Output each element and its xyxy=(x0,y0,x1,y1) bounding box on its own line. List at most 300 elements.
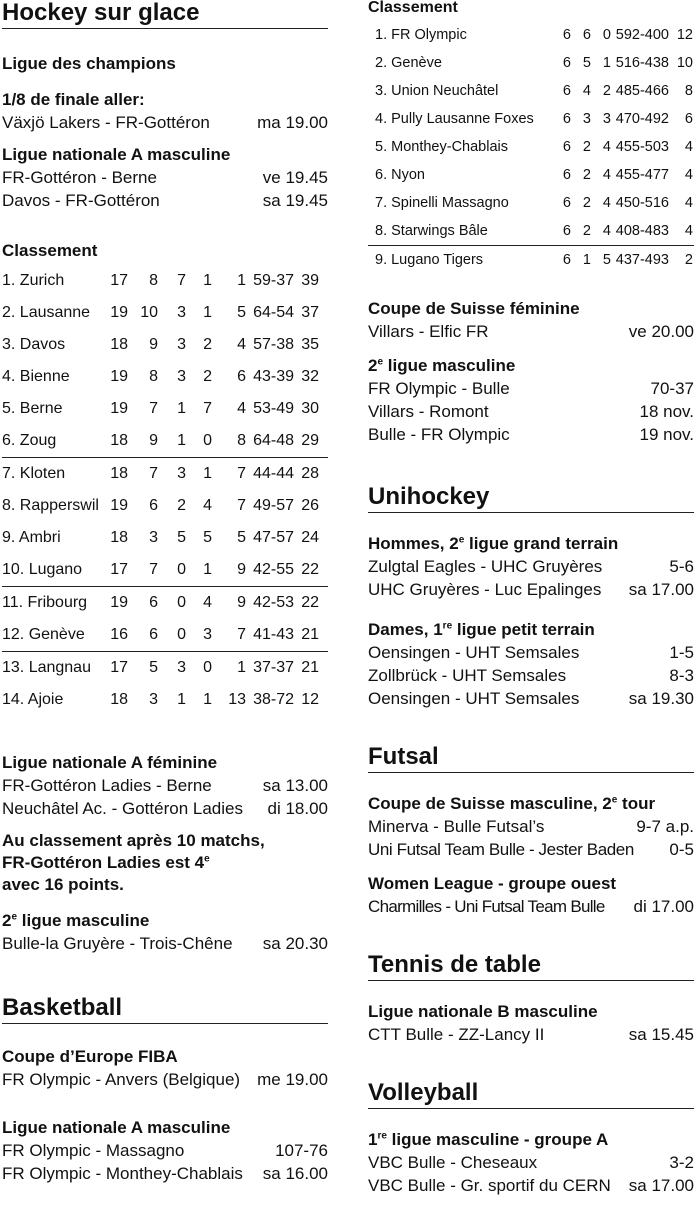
fixture-row xyxy=(368,400,694,423)
fixture-time: 0-5 xyxy=(669,840,694,859)
standings-row xyxy=(2,297,328,329)
standings-row xyxy=(2,619,328,651)
fixture-row xyxy=(368,687,694,710)
standings-cell-b: 1 xyxy=(177,400,186,417)
hockey-standings-table xyxy=(2,265,328,716)
standings-cell-pts: 12 xyxy=(301,691,319,708)
standings-cell-goals: 64-54 xyxy=(253,304,294,321)
standings-cell-b: 1 xyxy=(177,432,186,449)
title-part: Hommes, 2 xyxy=(368,534,459,553)
standings-cell-gp: 6 xyxy=(562,27,571,43)
fixture-row xyxy=(2,774,328,797)
standings-cell-d: 9 xyxy=(237,561,246,578)
standings-cell-goals: 53-49 xyxy=(253,400,294,417)
fixture-time: sa 13.00 xyxy=(262,776,328,795)
fixture-time: 1-5 xyxy=(669,643,694,662)
fixture-row xyxy=(368,664,694,687)
standings-cell-goals: 470-492 xyxy=(615,111,669,127)
standings-cell-a: 7 xyxy=(149,561,158,578)
standings-cell-l: 4 xyxy=(602,139,611,155)
standings-team: 8. Starwings Bâle xyxy=(375,223,488,239)
standings-cell-b: 0 xyxy=(177,594,186,611)
fixture-time: sa 15.45 xyxy=(628,1025,694,1044)
standings-cell-gp: 17 xyxy=(110,659,128,676)
standings-cell-c: 5 xyxy=(203,529,212,546)
title-part: 1 xyxy=(368,1130,378,1149)
standings-row xyxy=(368,245,694,274)
standings-cell-w: 2 xyxy=(582,223,591,239)
standings-cell-gp: 17 xyxy=(110,272,128,289)
standings-cell-c: 1 xyxy=(203,561,212,578)
superscript: re xyxy=(377,1130,387,1142)
standings-team: 9. Lugano Tigers xyxy=(375,252,484,268)
standings-cell-pts: 24 xyxy=(301,529,319,546)
title-part: ligue grand terrain xyxy=(464,534,619,553)
standings-cell-gp: 6 xyxy=(562,195,571,211)
fixture-match: UHC Gruyères - Luc Epalinges xyxy=(368,580,602,599)
fixture-time: sa 19.30 xyxy=(628,689,694,708)
standings-cell-pts: 8 xyxy=(684,83,693,99)
standings-cell-pts: 4 xyxy=(684,223,693,239)
standings-team: 8. Rapperswil xyxy=(2,497,99,514)
fixture-row xyxy=(368,377,694,400)
standings-cell-w: 2 xyxy=(582,167,591,183)
standings-cell-b: 7 xyxy=(177,272,186,289)
fixture-match: Zollbrück - UHT Semsales xyxy=(368,666,567,685)
standings-cell-pts: 2 xyxy=(684,252,693,268)
standings-cell-pts: 28 xyxy=(301,465,319,482)
standings-cell-pts: 35 xyxy=(301,336,319,353)
standings-cell-goals: 42-55 xyxy=(253,561,294,578)
standings-cell-gp: 6 xyxy=(562,111,571,127)
fixture-time: ve 19.45 xyxy=(262,168,328,187)
standings-cell-l: 5 xyxy=(602,252,611,268)
standings-cell-c: 4 xyxy=(203,594,212,611)
standings-cell-d: 9 xyxy=(237,594,246,611)
right-column xyxy=(368,0,694,1197)
standings-cell-a: 6 xyxy=(149,594,158,611)
fixture-match: Bulle - FR Olympic xyxy=(368,425,510,444)
title-part: Coupe de Suisse masculine, 2 xyxy=(368,794,612,813)
standings-team: 10. Lugano xyxy=(2,561,83,578)
standings-cell-d: 7 xyxy=(237,497,246,514)
competition-title xyxy=(368,355,694,377)
standings-cell-gp: 6 xyxy=(562,139,571,155)
standings-cell-w: 6 xyxy=(582,27,591,43)
standings-cell-goals: 37-37 xyxy=(253,659,294,676)
standings-cell-pts: 26 xyxy=(301,497,319,514)
note-line xyxy=(2,852,328,874)
standings-cell-pts: 39 xyxy=(301,272,319,289)
standings-row xyxy=(368,105,694,133)
section-title-hockey: Hockey sur glace xyxy=(2,0,328,29)
standings-cell-gp: 18 xyxy=(110,529,128,546)
standings-cell-d: 5 xyxy=(237,304,246,321)
standings-cell-c: 7 xyxy=(203,400,212,417)
competition-title: Women League - groupe ouest xyxy=(368,874,617,893)
standings-cell-d: 1 xyxy=(237,659,246,676)
standings-row xyxy=(2,265,328,297)
standings-cell-c: 1 xyxy=(203,304,212,321)
superscript: e xyxy=(204,853,210,865)
standings-cell-l: 4 xyxy=(602,195,611,211)
standings-cell-goals: 64-48 xyxy=(253,432,294,449)
standings-row xyxy=(368,77,694,105)
standings-cell-w: 2 xyxy=(582,195,591,211)
fixture-time: ve 20.00 xyxy=(628,322,694,341)
standings-cell-gp: 18 xyxy=(110,691,128,708)
fixture-row xyxy=(368,423,694,446)
standings-cell-d: 7 xyxy=(237,465,246,482)
standings-team: 5. Berne xyxy=(2,400,63,417)
standings-cell-l: 0 xyxy=(602,27,611,43)
standings-title: Classement xyxy=(2,241,98,260)
standings-cell-gp: 18 xyxy=(110,432,128,449)
standings-cell-b: 3 xyxy=(177,465,186,482)
standings-cell-c: 2 xyxy=(203,336,212,353)
fixture-time: 3-2 xyxy=(669,1153,694,1172)
standings-team: 3. Davos xyxy=(2,336,66,353)
standings-cell-l: 4 xyxy=(602,167,611,183)
fixture-match: FR-Gottéron - Berne xyxy=(2,168,157,187)
competition-title xyxy=(368,619,694,641)
competition-title: Ligue nationale B masculine xyxy=(368,1002,598,1021)
standings-cell-b: 2 xyxy=(177,497,186,514)
standings-cell-gp: 19 xyxy=(110,368,128,385)
standings-cell-w: 2 xyxy=(582,139,591,155)
fixture-match: FR Olympic - Massagno xyxy=(2,1141,185,1160)
standings-team: 11. Fribourg xyxy=(2,594,88,611)
standings-cell-gp: 18 xyxy=(110,336,128,353)
standings-cell-pts: 22 xyxy=(301,561,319,578)
standings-cell-w: 1 xyxy=(582,252,591,268)
standings-cell-c: 1 xyxy=(203,691,212,708)
fixture-match: Zulgtal Eagles - UHC Gruyères xyxy=(368,557,603,576)
section-title-volleyball: Volleyball xyxy=(368,1080,694,1109)
fixture-time: sa 19.45 xyxy=(262,191,328,210)
fixture-row xyxy=(2,1139,328,1162)
note-line: avec 16 points. xyxy=(2,875,124,894)
standings-cell-b: 5 xyxy=(177,529,186,546)
fixture-row xyxy=(2,166,328,189)
standings-cell-goals: 59-37 xyxy=(253,272,294,289)
standings-team: 2. Lausanne xyxy=(2,304,91,321)
standings-cell-w: 3 xyxy=(582,111,591,127)
standings-cell-d: 4 xyxy=(237,400,246,417)
title-part: Dames, 1 xyxy=(368,620,443,639)
standings-cell-pts: 12 xyxy=(676,27,693,43)
fixture-match: Minerva - Bulle Futsal’s xyxy=(368,817,545,836)
competition-title: Coupe de Suisse féminine xyxy=(368,299,580,318)
standings-cell-goals: 41-43 xyxy=(253,626,294,643)
fixture-row xyxy=(368,641,694,664)
fixture-time: sa 17.00 xyxy=(628,580,694,599)
competition-title xyxy=(368,533,694,555)
standings-cell-goals: 455-477 xyxy=(615,167,669,183)
standings-team: 13. Langnau xyxy=(2,659,91,676)
standings-cell-pts: 10 xyxy=(676,55,693,71)
standings-cell-c: 4 xyxy=(203,497,212,514)
fixture-row xyxy=(368,838,694,861)
competition-title: Coupe d’Europe FIBA xyxy=(2,1047,178,1066)
fixture-time: di 17.00 xyxy=(633,897,694,916)
standings-cell-gp: 6 xyxy=(562,83,571,99)
standings-cell-l: 4 xyxy=(602,223,611,239)
competition-title: Ligue nationale A masculine xyxy=(2,1118,231,1137)
fixture-match: VBC Bulle - Cheseaux xyxy=(368,1153,538,1172)
standings-cell-goals: 43-39 xyxy=(253,368,294,385)
standings-row xyxy=(2,554,328,586)
standings-cell-a: 9 xyxy=(149,336,158,353)
fixture-match: Neuchâtel Ac. - Gottéron Ladies xyxy=(2,799,243,818)
standings-row xyxy=(2,651,328,684)
standings-cell-pts: 4 xyxy=(684,195,693,211)
fixture-row xyxy=(2,111,328,134)
standings-cell-b: 3 xyxy=(177,659,186,676)
fixture-match: Oensingen - UHT Semsales xyxy=(368,689,580,708)
fixture-time: 19 nov. xyxy=(639,425,694,444)
standings-cell-l: 1 xyxy=(602,55,611,71)
standings-row xyxy=(368,217,694,245)
section-title-basketball: Basketball xyxy=(2,995,328,1024)
standings-team: 2. Genève xyxy=(375,55,442,71)
standings-cell-b: 3 xyxy=(177,336,186,353)
fixture-row xyxy=(368,815,694,838)
standings-cell-a: 10 xyxy=(140,304,158,321)
standings-team: 1. FR Olympic xyxy=(375,27,467,43)
fixture-time: sa 17.00 xyxy=(628,1176,694,1195)
standings-cell-pts: 21 xyxy=(301,659,319,676)
superscript: re xyxy=(442,620,453,632)
fixture-match: FR Olympic - Anvers (Belgique) xyxy=(2,1070,241,1089)
fixture-time: 9-7 a.p. xyxy=(636,817,694,836)
standings-cell-w: 5 xyxy=(582,55,591,71)
standings-row xyxy=(2,393,328,425)
fixture-row xyxy=(368,1023,694,1046)
standings-row xyxy=(2,329,328,361)
standings-row xyxy=(2,586,328,619)
standings-cell-b: 3 xyxy=(177,368,186,385)
standings-cell-gp: 6 xyxy=(562,252,571,268)
standings-cell-l: 3 xyxy=(602,111,611,127)
superscript: e xyxy=(377,356,384,368)
fixture-match: FR Olympic - Bulle xyxy=(368,379,510,398)
competition-title xyxy=(2,910,328,932)
standings-cell-goals: 455-503 xyxy=(615,139,669,155)
standings-row xyxy=(2,457,328,490)
standings-cell-d: 4 xyxy=(237,336,246,353)
fixture-row xyxy=(2,189,328,212)
standings-cell-c: 1 xyxy=(203,272,212,289)
standings-note xyxy=(2,830,328,896)
standings-row xyxy=(2,684,328,716)
standings-cell-pts: 37 xyxy=(301,304,319,321)
standings-cell-gp: 17 xyxy=(110,561,128,578)
standings-team: 6. Nyon xyxy=(375,167,425,183)
standings-cell-goals: 49-57 xyxy=(253,497,294,514)
standings-title: Classement xyxy=(368,0,458,16)
standings-cell-gp: 18 xyxy=(110,465,128,482)
superscript: e xyxy=(11,911,18,923)
standings-cell-w: 4 xyxy=(582,83,591,99)
standings-row xyxy=(368,161,694,189)
fixture-match: Charmilles - Uni Futsal Team Bulle xyxy=(368,897,605,916)
fixture-match: Oensingen - UHT Semsales xyxy=(368,643,580,662)
standings-cell-goals: 450-516 xyxy=(615,195,669,211)
standings-cell-d: 6 xyxy=(237,368,246,385)
superscript: e xyxy=(611,794,618,806)
standings-cell-l: 2 xyxy=(602,83,611,99)
standings-cell-goals: 408-483 xyxy=(615,223,669,239)
fixture-match: VBC Bulle - Gr. sportif du CERN xyxy=(368,1176,611,1195)
standings-row xyxy=(2,490,328,522)
fixture-time: 5-6 xyxy=(669,557,694,576)
fixture-time: sa 20.30 xyxy=(262,934,328,953)
left-column xyxy=(2,0,328,1185)
standings-cell-a: 8 xyxy=(149,272,158,289)
standings-cell-goals: 592-400 xyxy=(615,27,669,43)
standings-cell-a: 7 xyxy=(149,400,158,417)
standings-cell-a: 6 xyxy=(149,497,158,514)
fixture-row xyxy=(368,320,694,343)
fixture-row xyxy=(368,1151,694,1174)
standings-cell-gp: 6 xyxy=(562,55,571,71)
note-line: Au classement après 10 matchs, xyxy=(2,831,265,850)
standings-cell-a: 6 xyxy=(149,626,158,643)
fixture-match: Uni Futsal Team Bulle - Jester Baden xyxy=(368,840,634,859)
fixture-time: 18 nov. xyxy=(639,402,694,421)
standings-row xyxy=(2,361,328,393)
standings-cell-gp: 19 xyxy=(110,304,128,321)
standings-team: 7. Spinelli Massagno xyxy=(375,195,509,211)
title-part: ligue masculine - groupe A xyxy=(386,1130,609,1149)
standings-team: 14. Ajoie xyxy=(2,691,64,708)
competition-title: Ligue nationale A féminine xyxy=(2,753,218,772)
standings-team: 4. Pully Lausanne Foxes xyxy=(375,111,534,127)
standings-cell-d: 7 xyxy=(237,626,246,643)
section-title-futsal: Futsal xyxy=(368,744,694,773)
standings-cell-b: 0 xyxy=(177,626,186,643)
section-title-tennis: Tennis de table xyxy=(368,952,694,981)
basketball-standings-table xyxy=(368,21,694,274)
standings-row xyxy=(368,133,694,161)
fixture-time: 8-3 xyxy=(669,666,694,685)
fixture-time: ma 19.00 xyxy=(257,113,328,132)
round-title: 1/8 de finale aller: xyxy=(2,90,145,109)
standings-cell-b: 3 xyxy=(177,304,186,321)
standings-cell-gp: 19 xyxy=(110,400,128,417)
standings-cell-pts: 29 xyxy=(301,432,319,449)
standings-row xyxy=(2,425,328,457)
standings-row xyxy=(368,21,694,49)
standings-row xyxy=(368,49,694,77)
title-part: tour xyxy=(617,794,656,813)
competition-title xyxy=(368,793,694,815)
fixture-time: di 18.00 xyxy=(267,799,328,818)
standings-team: 6. Zoug xyxy=(2,432,57,449)
standings-cell-c: 1 xyxy=(203,465,212,482)
title-part: ligue masculine xyxy=(383,356,516,375)
fixture-time: me 19.00 xyxy=(257,1070,328,1089)
fixture-time: 107-76 xyxy=(275,1141,328,1160)
fixture-row xyxy=(2,797,328,820)
standings-cell-c: 0 xyxy=(203,432,212,449)
standings-cell-c: 2 xyxy=(203,368,212,385)
standings-cell-goals: 44-44 xyxy=(253,465,294,482)
standings-cell-d: 13 xyxy=(228,691,246,708)
standings-cell-gp: 6 xyxy=(562,167,571,183)
standings-cell-a: 5 xyxy=(149,659,158,676)
standings-cell-a: 3 xyxy=(149,529,158,546)
fixture-row xyxy=(2,1068,328,1091)
fixture-row xyxy=(368,555,694,578)
standings-cell-a: 7 xyxy=(149,465,158,482)
standings-cell-pts: 21 xyxy=(301,626,319,643)
standings-cell-goals: 47-57 xyxy=(253,529,294,546)
fixture-match: Bulle-la Gruyère - Trois-Chêne xyxy=(2,934,233,953)
standings-cell-a: 9 xyxy=(149,432,158,449)
note-text: FR-Gottéron Ladies est 4 xyxy=(2,853,205,872)
fixture-match: Davos - FR-Gottéron xyxy=(2,191,160,210)
standings-cell-b: 0 xyxy=(177,561,186,578)
fixture-row xyxy=(2,932,328,955)
superscript: e xyxy=(458,534,465,546)
title-part: 2 xyxy=(2,911,12,930)
fixture-row xyxy=(368,1174,694,1197)
fixture-row xyxy=(368,578,694,601)
standings-team: 4. Bienne xyxy=(2,368,70,385)
competition-title xyxy=(368,1129,694,1151)
standings-cell-pts: 4 xyxy=(684,167,693,183)
title-part: ligue masculine xyxy=(17,911,150,930)
standings-cell-pts: 6 xyxy=(684,111,693,127)
fixture-match: FR Olympic - Monthey-Chablais xyxy=(2,1164,243,1183)
standings-cell-gp: 6 xyxy=(562,223,571,239)
standings-cell-d: 5 xyxy=(237,529,246,546)
standings-cell-goals: 42-53 xyxy=(253,594,294,611)
standings-cell-c: 0 xyxy=(203,659,212,676)
standings-team: 9. Ambri xyxy=(2,529,61,546)
standings-cell-b: 1 xyxy=(177,691,186,708)
competition-title: Ligue des champions xyxy=(2,54,176,73)
standings-team: 5. Monthey-Chablais xyxy=(375,139,508,155)
standings-cell-pts: 4 xyxy=(684,139,693,155)
standings-row xyxy=(2,522,328,554)
standings-cell-pts: 22 xyxy=(301,594,319,611)
standings-cell-d: 8 xyxy=(237,432,246,449)
competition-title: Ligue nationale A masculine xyxy=(2,145,231,164)
title-part: ligue petit terrain xyxy=(452,620,595,639)
standings-cell-c: 3 xyxy=(203,626,212,643)
section-title-unihockey: Unihockey xyxy=(368,484,694,513)
standings-cell-gp: 19 xyxy=(110,594,128,611)
fixture-time: sa 16.00 xyxy=(262,1164,328,1183)
fixture-match: Villars - Elfic FR xyxy=(368,322,489,341)
standings-cell-goals: 437-493 xyxy=(615,252,669,268)
standings-team: 12. Genève xyxy=(2,626,85,643)
standings-cell-d: 1 xyxy=(237,272,246,289)
standings-cell-a: 8 xyxy=(149,368,158,385)
fixture-time: 70-37 xyxy=(650,379,694,398)
standings-cell-a: 3 xyxy=(149,691,158,708)
standings-team: 1. Zurich xyxy=(2,272,65,289)
title-part: 2 xyxy=(368,356,378,375)
standings-team: 7. Kloten xyxy=(2,465,66,482)
standings-team: 3. Union Neuchâtel xyxy=(375,83,499,99)
standings-cell-gp: 19 xyxy=(110,497,128,514)
standings-cell-gp: 16 xyxy=(110,626,128,643)
standings-row xyxy=(368,189,694,217)
